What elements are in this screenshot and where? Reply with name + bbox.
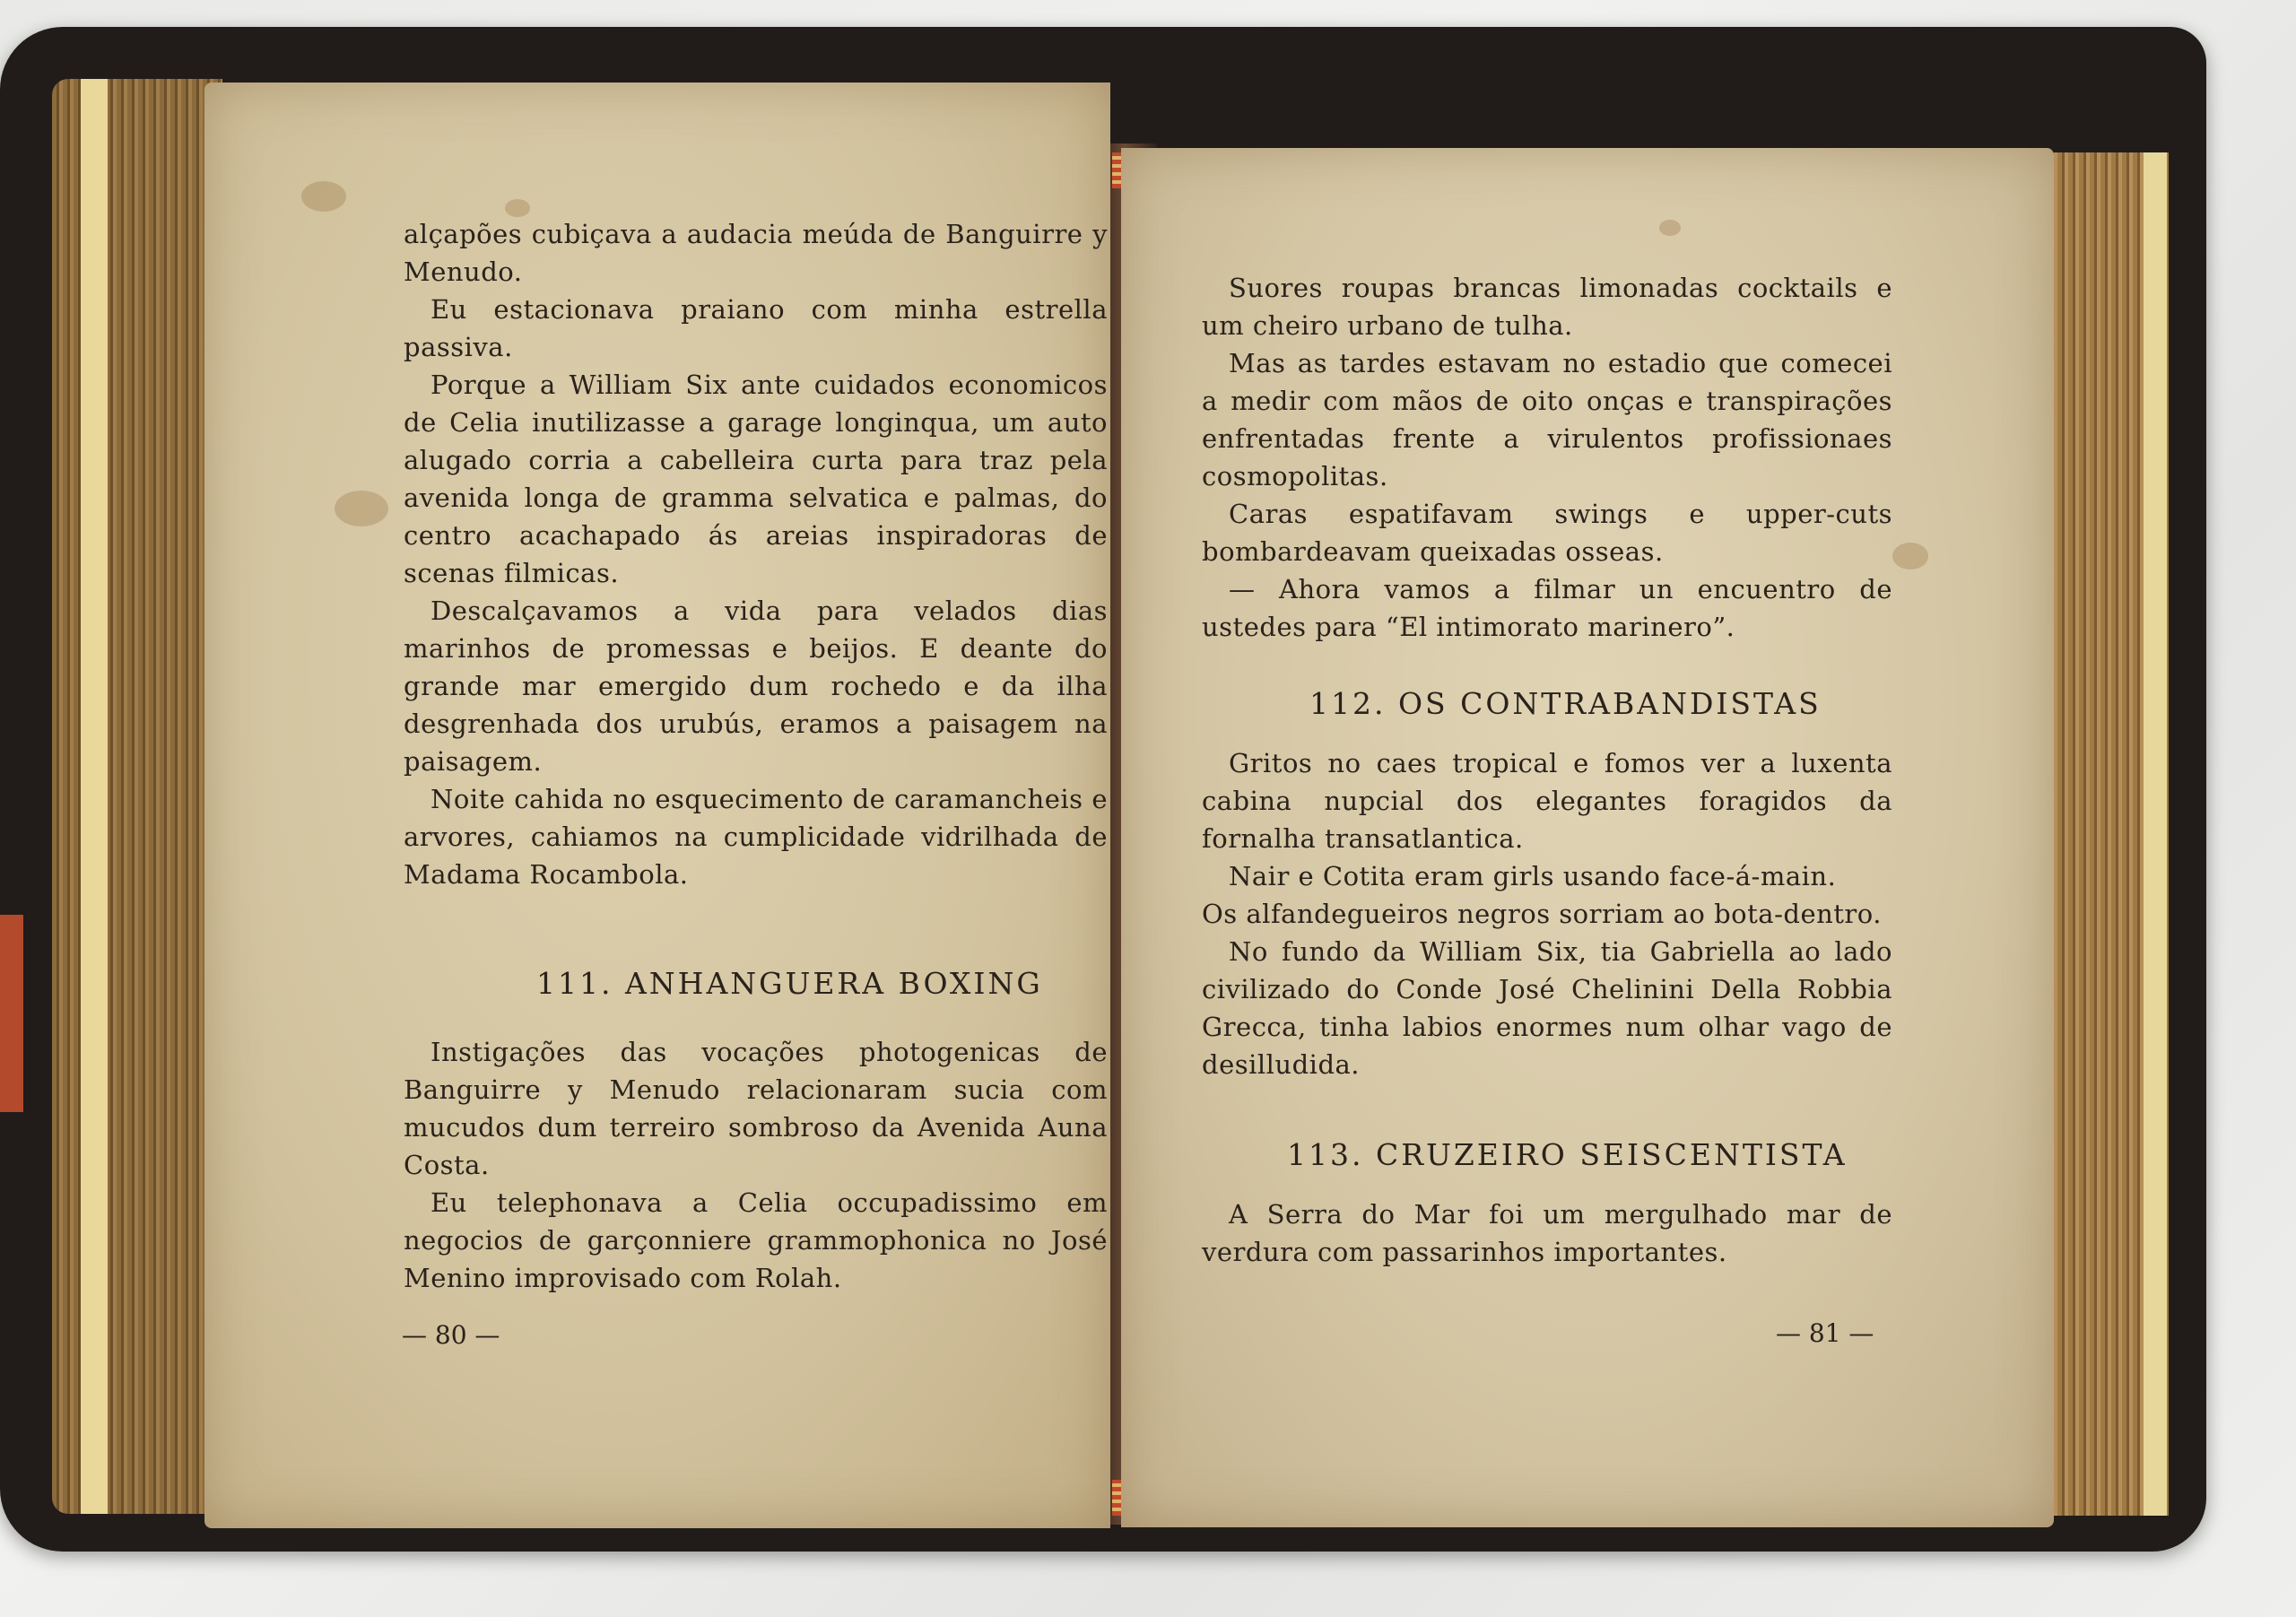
paragraph: Descalçavamos a vida para velados dias marinhos de promessas e beijos. E deante do grande mar emergido dum rochedo e da ilha desgrenhada dos urubús, eramos a paisagem na paisagem.	[404, 596, 1108, 777]
foxing-stain	[335, 491, 388, 526]
paragraph: Noite cahida no esquecimento de caramancheis e arvores, cahiamos na cumplicidade vidrilhada de Madama Rocambola.	[404, 784, 1108, 890]
cover-red-edge	[0, 915, 23, 1112]
paragraph: A Serra do Mar foi um mergulhado mar de verdura com passarinhos importantes.	[1202, 1199, 1892, 1267]
paragraph: Porque a William Six ante cuidados economicos de Celia inutilizasse a garage longinqua, um auto alugado corria a cabelleira curta para traz pela avenida longa de gramma selvatica e palmas, do centro acachapado ás areias inspiradoras de scenas filmicas.	[404, 369, 1108, 588]
paragraph: Instigações das vocações photogenicas de Banguirre y Menudo relacionaram sucia com mucudos dum terreiro sombroso da Avenida Auna Costa.	[404, 1037, 1108, 1180]
paragraph: Gritos no caes tropical e fomos ver a luxenta cabina nupcial dos elegantes foragidos da fornalha transatlantica.	[1202, 748, 1892, 854]
right-text-bottom	[1202, 1195, 1892, 1271]
paragraph: Nair e Cotita eram girls usando face-á-main.	[1229, 861, 1837, 891]
chapter-heading: 113. CRUZEIRO SEISCENTISTA	[1287, 1137, 1848, 1172]
foxing-stain	[1892, 543, 1928, 569]
paragraph: Suores roupas brancas limonadas cocktails e um cheiro urbano de tulha.	[1202, 273, 1892, 341]
paragraph: Os alfandegueiros negros sorriam ao bota-dentro.	[1202, 899, 1882, 929]
right-text-top	[1202, 269, 1892, 646]
foxing-stain	[301, 181, 346, 212]
paragraph: No fundo da William Six, tia Gabriella ao lado civilizado do Conde José Chelinini Della Robbia Grecca, tinha labios enormes num olhar vago de desilludida.	[1202, 936, 1892, 1080]
right-page	[1121, 148, 2054, 1527]
foxing-stain	[1659, 220, 1681, 236]
paragraph: — Ahora vamos a filmar un encuentro de ustedes para “El intimorato marinero”.	[1202, 574, 1892, 642]
left-text-top	[404, 215, 1108, 893]
left-page	[204, 83, 1110, 1528]
foxing-stain	[505, 199, 530, 217]
paragraph: Caras espatifavam swings e upper-cuts bombardeavam queixadas osseas.	[1202, 499, 1892, 567]
left-text-bottom	[404, 1033, 1108, 1297]
paragraph: alçapões cubiçava a audacia meúda de Banguirre y Menudo.	[404, 219, 1108, 287]
paragraph: Mas as tardes estavam no estadio que comecei a medir com mãos de oito onças e transpirações enfrentadas frente a virulentos profissionaes cosmopolitas.	[1202, 348, 1892, 491]
right-text-middle	[1202, 744, 1892, 1083]
paragraph: Eu estacionava praiano com minha estrella passiva.	[404, 294, 1108, 362]
page-number: — 81 —	[1776, 1318, 1874, 1348]
left-page-edges	[52, 79, 222, 1514]
page-number: — 80 —	[402, 1320, 500, 1350]
paragraph: Eu telephonava a Celia occupadissimo em negocios de garçonniere grammophonica no José Menino improvisado com Rolah.	[404, 1187, 1108, 1293]
chapter-heading: 112. OS CONTRABANDISTAS	[1309, 686, 1822, 721]
right-endpaper-edge	[2144, 152, 2167, 1516]
left-endpaper-edge	[81, 79, 108, 1514]
chapter-heading: 111. ANHANGUERA BOXING	[536, 966, 1043, 1001]
